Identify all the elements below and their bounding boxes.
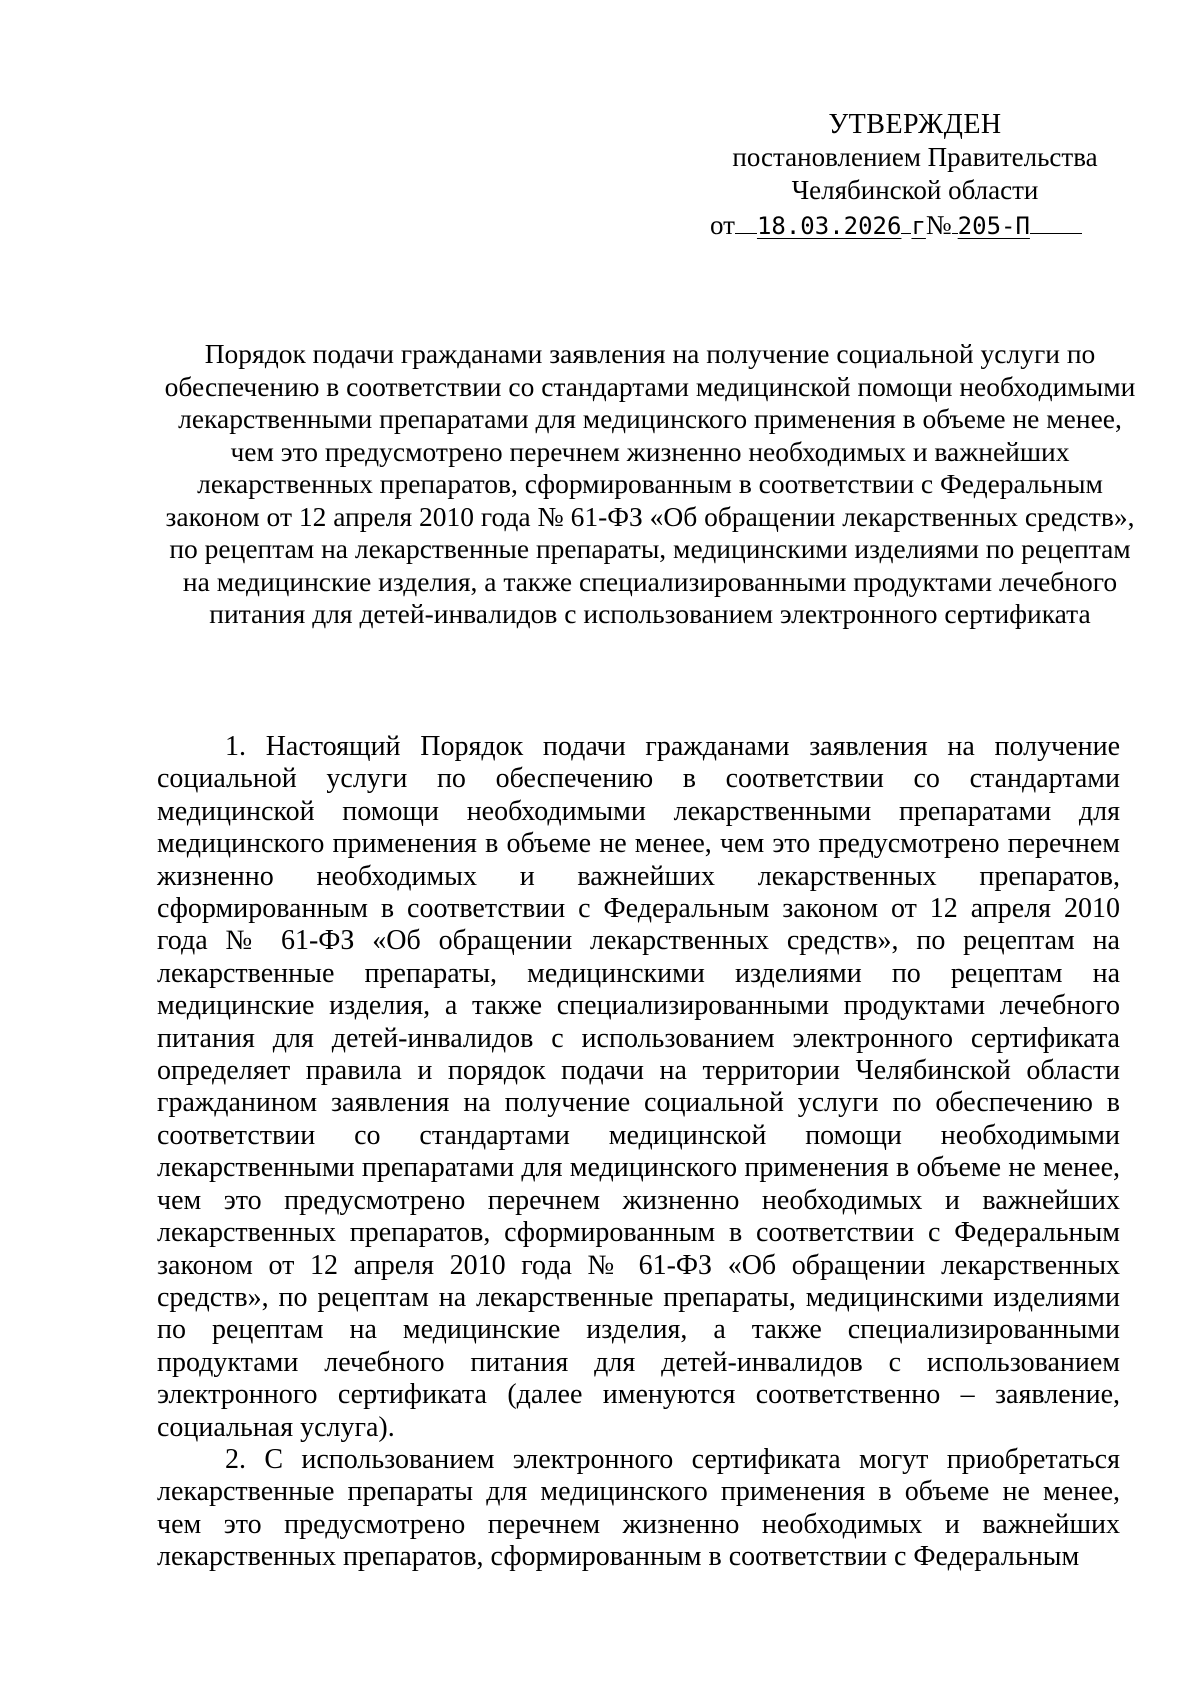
approval-line-region: Челябинской области [791,175,1039,205]
approval-date-number-line [700,209,1130,243]
underline-gap [901,233,911,234]
decree-date-suffix: г [911,212,926,240]
number-prefix: № [925,210,952,240]
paragraph-2: 2. С использованием электронного сертификата могут приобретаться лекарственные препараты для медицинского применения в объеме не менее, чем это предусмотрено перечнем жизненно необходимых и важнейших лекарственных препаратов, сформированным в соответствии с Федеральным [157,1443,1120,1573]
document-body [157,731,1120,1574]
underline-gap [735,233,757,234]
document-title: Порядок подачи гражданами заявления на получение социальной услуги по обеспечению в соответствии со стандартами медицинской помощи необходимыми лекарственными препаратами для медицинского применения в объеме не менее, чем это предусмотрено перечнем жизненно необходимых и важнейших лекарственных препаратов, сформированным в соответствии с Федеральным законом от 12 апреля 2010 года № 61-ФЗ «Об обращении лекарственных средств», по рецептам на лекарственные препараты, медицинскими изделиями по рецептам на медицинские изделия, а также специализированными продуктами лечебного питания для детей-инвалидов с использованием электронного сертификата [164,338,1136,629]
from-prefix: от [710,210,735,240]
decree-number: 205-П [957,212,1030,240]
approval-stamp: УТВЕРЖДЕН [828,109,1002,140]
paragraph-1: 1. Настоящий Порядок подачи гражданами заявления на получение социальной услуги по обеспечению в соответствии со стандартами медицинской помощи необходимыми лекарственными препаратами для медицинского применения в объеме не менее, чем это предусмотрено перечнем жизненно необходимых и важнейших лекарственных препаратов, сформированным в соответствии с Федеральным законом от 12 апреля 2010 года № 61-ФЗ «Об обращении лекарственных средств», по рецептам на лекарственные препараты, медицинскими изделиями по рецептам на медицинские изделия, а также специализированными продуктами лечебного питания для детей-инвалидов с использованием электронного сертификата определяет правила и порядок подачи на территории Челябинской области гражданином заявления на получение социальной услуги по обеспечению в соответствии со стандартами медицинской помощи необходимыми лекарственными препаратами для медицинского применения в объеме не менее, чем это предусмотрено перечнем жизненно необходимых и важнейших лекарственных препаратов, сформированным в соответствии с Федеральным законом от 12 апреля 2010 года № 61-ФЗ «Об обращении лекарственных средств», по рецептам на лекарственные препараты, медицинскими изделиями по рецептам на медицинские изделия, а также специализированными продуктами лечебного питания для детей-инвалидов с использованием электронного сертификата (далее именуются соответственно – заявление, социальная услуга). [157,731,1120,1443]
underline-gap [1030,233,1082,234]
approval-block [700,108,1130,243]
approval-line-government: постановлением Правительства [732,142,1098,172]
decree-date: 18.03.2026 [756,212,902,240]
